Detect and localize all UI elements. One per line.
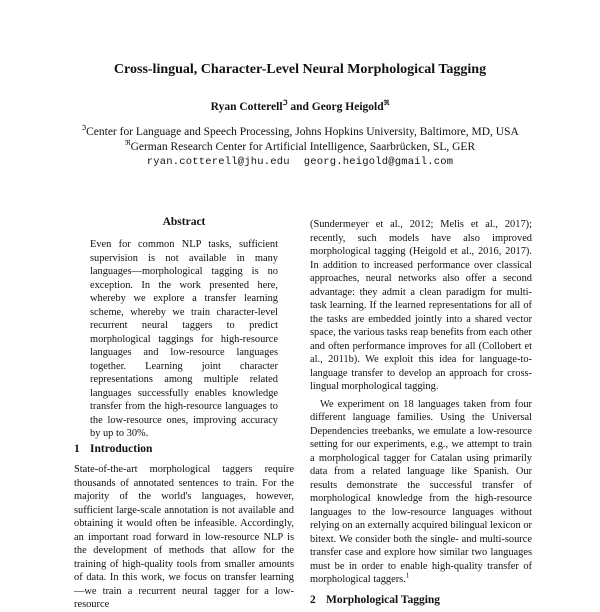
affiliation-mark: ℑ [282,99,288,108]
affiliation-text: Center for Language and Speech Processing, Johns Hopkins University, Baltimore, MD, USA [86,126,519,138]
email-line [0,156,600,168]
introduction-text: State-of-the-art morphological taggers require thousands of annotated sentences to train. For the majority of the world's languages, however, sufficient large-scale annotation is not available and obtaining it would often be infeasible. Accordingly, an important road forward in low-resource NLP is the development of methods that allow for the training of high-quality tools from smaller amounts of data. In this work, we focus on transfer learning—we train a recurrent neural tagger for a low-resource [74,464,294,610]
paper-title: Cross-lingual, Character-Level Neural Morphological Tagging [113,62,487,77]
author-line [0,101,600,113]
affiliation-text: German Research Center for Artificial Intelligence, Saarbrücken, SL, GER [130,141,476,153]
section-title: Morphological Tagging [326,594,441,606]
email-address: georg.heigold@gmail.com [303,156,454,168]
abstract-heading: Abstract [162,216,206,228]
section-title: Introduction [90,443,153,455]
affiliations [0,125,600,155]
affiliation [0,125,600,140]
section-number: 1 [74,443,80,455]
section-heading [310,594,440,606]
affiliation-mark: ℜ [124,139,131,148]
affiliation-mark: ℜ [383,99,390,108]
paragraph [310,398,532,587]
section-heading [74,443,152,455]
footnote-mark: 1 [405,571,410,580]
author-conjunction: and [290,101,309,113]
paragraph-text: We experiment on 18 languages taken from four different language families. Using the Universal Dependencies treebanks, we emulate a low-resource setting for our experiments, e.g., we attempt to train a morphological tagger for Catalan using primarily data from a related language like Spanish. Our results demonstrate the successful transfer of morphological knowledge from the high-resource languages to the low-resource languages without relying on an externally acquired bilingual lexicon or bitext. We consider both the single- and multi-source transfer case and explore how similar two languages must be in order to enable high-quality transfer of morphological taggers. [310,398,532,585]
abstract-text: Even for common NLP tasks, sufficient supervision is not available in many languages—morphological tagging is no exception. In the work presented here, whereby we explore a transfer learning scheme, whereby we train character-level recurrent neural taggers to predict morphological taggings for high-resource languages and low-resource languages together. Learning joint character representations among multiple related languages successfully enables knowledge transfer from the high-resource languages to the low-resource ones, improving accuracy by up to 30%. [90,239,278,439]
paragraph: (Sundermeyer et al., 2012; Melis et al., 2017); recently, such models have also improved morphological tagging (Heigold et al., 2016, 2017). In addition to increased performance over classical approaches, neural networks also offer a second advantage: they admit a clean paradigm for multi-task learning. If the learned representations for all of the tasks are embedded jointly into a shared vector space, the various tasks reap benefits from each other and often performance improves for all (Collobert et al., 2011b). We exploit this idea for language-to-language transfer to develop an approach for cross-lingual morphological tagging. [310,219,532,392]
affiliation-mark: ℑ [81,124,87,133]
author-name: Georg Heigold [311,101,384,113]
email-address: ryan.cotterell@jhu.edu [146,156,290,168]
affiliation [0,140,600,155]
section-number: 2 [310,594,316,606]
author-name: Ryan Cotterell [210,101,283,113]
right-column [310,218,532,587]
